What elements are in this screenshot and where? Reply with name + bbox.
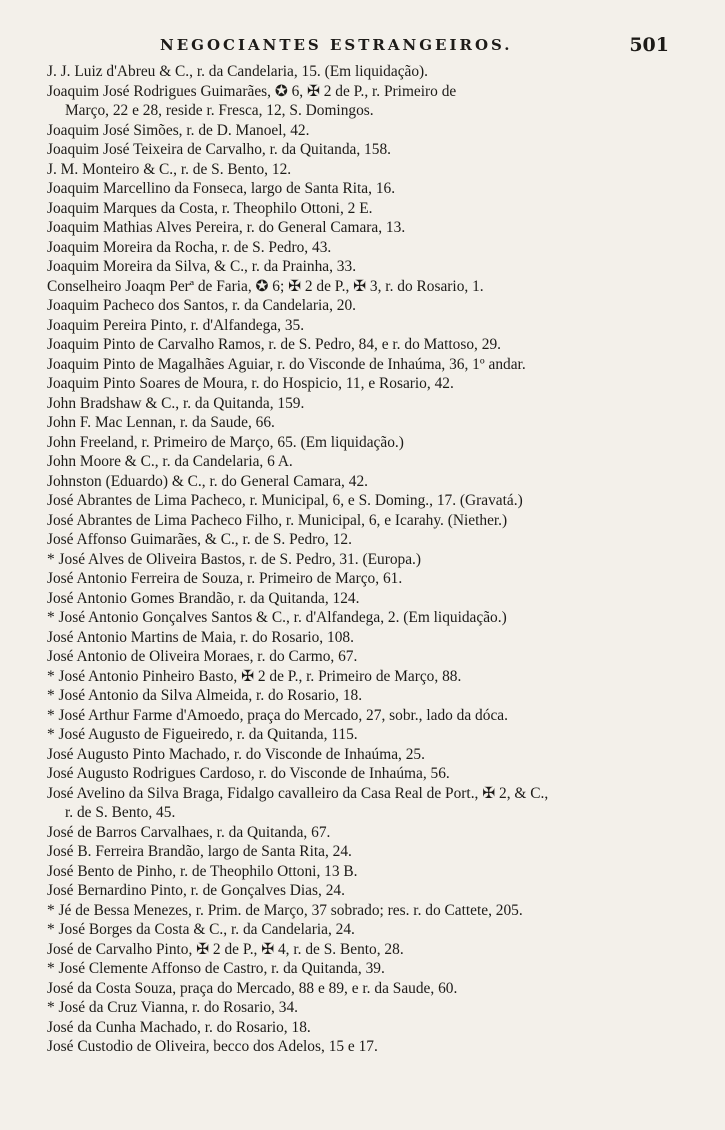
merchant-entry: José Antonio Martins de Maia, r. do Rosario, 108.: [47, 628, 354, 646]
merchant-entry: Joaquim Marcellino da Fonseca, largo de Santa Rita, 16.: [47, 180, 396, 197]
merchant-entry: * José Antonio da Silva Almeida, r. do Rosario, 18.: [47, 687, 363, 704]
merchant-entry: * Jé de Bessa Menezes, r. Prim. de Março, 37 sobrado; res. r. do Cattete, 205.: [47, 901, 523, 919]
merchant-entry: Joaquim Pinto de Magalhães Aguiar, r. do Visconde de Inhaúma, 36, 1º andar.: [47, 355, 526, 373]
merchant-entry: r. de S. Bento, 45.: [65, 804, 176, 821]
merchant-entry: José Bernardino Pinto, r. de Gonçalves Dias, 24.: [47, 882, 345, 899]
merchant-list: [47, 62, 675, 1057]
merchant-entry: * José Borges da Costa & C., r. da Candelaria, 24.: [47, 921, 355, 938]
merchant-entry: Joaquim José Rodrigues Guimarães, ✪ 6, ✠ 2 de P., r. Primeiro de: [47, 82, 457, 100]
merchant-entry: * José Augusto de Figueiredo, r. da Quitanda, 115.: [47, 726, 358, 743]
merchant-entry: Joaquim José Teixeira de Carvalho, r. da Quitanda, 158.: [47, 141, 391, 158]
merchant-entry: * José Antonio Gonçalves Santos & C., r. d'Alfandega, 2. (Em liquidação.): [47, 609, 507, 626]
merchant-entry: José Abrantes de Lima Pacheco Filho, r. Municipal, 6, e Icarahy. (Niether.): [47, 511, 508, 529]
merchant-entry: José Antonio de Oliveira Moraes, r. do Carmo, 67.: [47, 648, 358, 665]
merchant-entry: John F. Mac Lennan, r. da Saude, 66.: [47, 414, 275, 431]
merchant-entry: John Bradshaw & C., r. da Quitanda, 159.: [47, 394, 305, 412]
merchant-entry: J. J. Luiz d'Abreu & C., r. da Candelaria, 15. (Em liquidação).: [47, 63, 429, 80]
merchant-entry: José Augusto Pinto Machado, r. do Visconde de Inhaúma, 25.: [47, 745, 425, 763]
merchant-entry: José Avelino da Silva Braga, Fidalgo cavalleiro da Casa Real de Port., ✠ 2, & C.,: [47, 784, 549, 802]
merchant-entry: José da Costa Souza, praça do Mercado, 88 e 89, e r. da Saude, 60.: [47, 979, 458, 997]
page-header: [0, 30, 725, 58]
merchant-entry: José de Carvalho Pinto, ✠ 2 de P., ✠ 4, r. de S. Bento, 28.: [47, 940, 404, 958]
merchant-entry: José da Cunha Machado, r. do Rosario, 18.: [47, 1018, 311, 1036]
merchant-entry: Joaquim Marques da Costa, r. Theophilo Ottoni, 2 E.: [47, 199, 373, 217]
merchant-entry: * José Arthur Farme d'Amoedo, praça do Mercado, 27, sobr., lado da dóca.: [47, 706, 508, 724]
merchant-entry: Joaquim Pinto de Carvalho Ramos, r. de S. Pedro, 84, e r. do Mattoso, 29.: [47, 336, 501, 353]
merchant-entry: * José da Cruz Vianna, r. do Rosario, 34.: [47, 999, 298, 1016]
merchant-entry: Joaquim Moreira da Rocha, r. de S. Pedro, 43.: [47, 238, 332, 256]
page-number: 501: [629, 34, 669, 56]
merchant-entry: José Augusto Rodrigues Cardoso, r. do Visconde de Inhaúma, 56.: [47, 765, 450, 782]
merchant-entry: José Affonso Guimarães, & C., r. de S. Pedro, 12.: [47, 531, 352, 548]
merchant-entry: Johnston (Eduardo) & C., r. do General Camara, 42.: [47, 472, 368, 490]
merchant-entry: Joaquim Pinto Soares de Moura, r. do Hospicio, 11, e Rosario, 42.: [47, 375, 454, 392]
merchant-entry: John Freeland, r. Primeiro de Março, 65. (Em liquidação.): [47, 433, 404, 451]
merchant-entry: John Moore & C., r. da Candelaria, 6 A.: [47, 453, 293, 470]
merchant-entry: Março, 22 e 28, reside r. Fresca, 12, S. Domingos.: [65, 102, 374, 119]
merchant-entry: Joaquim Mathias Alves Pereira, r. do General Camara, 13.: [47, 219, 406, 236]
merchant-entry: Joaquim José Simões, r. de D. Manoel, 42.: [47, 121, 310, 139]
merchant-entry: Joaquim Pereira Pinto, r. d'Alfandega, 35.: [47, 316, 305, 334]
merchant-entry: José de Barros Carvalhaes, r. da Quitanda, 67.: [47, 823, 331, 841]
merchant-entry: José Antonio Gomes Brandão, r. da Quitanda, 124.: [47, 589, 360, 607]
merchant-entry: José Bento de Pinho, r. de Theophilo Ottoni, 13 B.: [47, 862, 358, 880]
merchant-entry: * José Antonio Pinheiro Basto, ✠ 2 de P., r. Primeiro de Março, 88.: [47, 667, 462, 685]
merchant-entry: José B. Ferreira Brandão, largo de Santa Rita, 24.: [47, 843, 352, 860]
merchant-entry: J. M. Monteiro & C., r. de S. Bento, 12.: [47, 160, 292, 178]
merchant-entry: Joaquim Moreira da Silva, & C., r. da Prainha, 33.: [47, 258, 357, 275]
merchant-entry: José Custodio de Oliveira, becco dos Adelos, 15 e 17.: [47, 1038, 378, 1055]
merchant-entry: José Antonio Ferreira de Souza, r. Primeiro de Março, 61.: [47, 570, 403, 587]
section-title: NEGOCIANTES ESTRANGEIROS.: [160, 36, 513, 54]
merchant-entry: * José Alves de Oliveira Bastos, r. de S. Pedro, 31. (Europa.): [47, 550, 422, 568]
merchant-entry: José Abrantes de Lima Pacheco, r. Municipal, 6, e S. Doming., 17. (Gravatá.): [47, 492, 523, 509]
merchant-entry: Conselheiro Joaqm Perª de Faria, ✪ 6; ✠ 2 de P., ✠ 3, r. do Rosario, 1.: [47, 277, 484, 295]
merchant-entry: Joaquim Pacheco dos Santos, r. da Candelaria, 20.: [47, 297, 357, 314]
merchant-entry: * José Clemente Affonso de Castro, r. da Quitanda, 39.: [47, 960, 385, 977]
